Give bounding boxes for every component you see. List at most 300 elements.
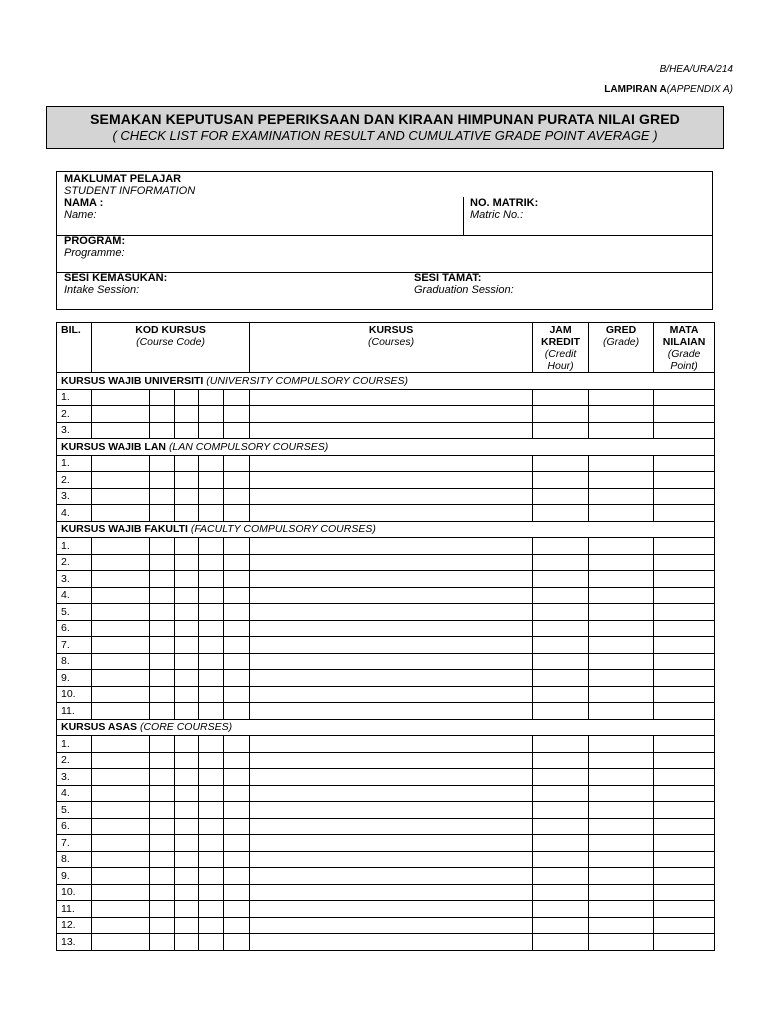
course-code-cell[interactable] xyxy=(175,637,199,654)
course-code-cell[interactable] xyxy=(175,670,199,687)
course-code-cell[interactable] xyxy=(224,703,250,720)
credit-hour-cell[interactable] xyxy=(533,868,589,885)
course-code-cell[interactable] xyxy=(150,868,175,885)
credit-hour-cell[interactable] xyxy=(533,785,589,802)
grade-cell[interactable] xyxy=(589,884,654,901)
course-name-cell[interactable] xyxy=(250,455,533,472)
course-name-cell[interactable] xyxy=(250,703,533,720)
course-code-cell[interactable] xyxy=(175,571,199,588)
course-code-cell[interactable] xyxy=(150,802,175,819)
grade-point-cell[interactable] xyxy=(654,472,715,489)
grade-cell[interactable] xyxy=(589,505,654,522)
course-code-cell[interactable] xyxy=(175,934,199,951)
course-code-cell[interactable] xyxy=(150,785,175,802)
credit-hour-cell[interactable] xyxy=(533,884,589,901)
course-code-cell[interactable] xyxy=(224,670,250,687)
course-code-cell[interactable] xyxy=(150,835,175,852)
course-code-cell[interactable] xyxy=(150,422,175,439)
grade-point-cell[interactable] xyxy=(654,785,715,802)
matric-field[interactable] xyxy=(470,197,712,221)
credit-hour-cell[interactable] xyxy=(533,934,589,951)
course-name-cell[interactable] xyxy=(250,505,533,522)
course-code-cell[interactable] xyxy=(150,554,175,571)
credit-hour-cell[interactable] xyxy=(533,472,589,489)
grade-cell[interactable] xyxy=(589,703,654,720)
course-name-cell[interactable] xyxy=(250,835,533,852)
grade-cell[interactable] xyxy=(589,422,654,439)
course-code-cell[interactable] xyxy=(199,406,224,423)
course-code-cell[interactable] xyxy=(150,538,175,555)
course-code-cell[interactable] xyxy=(92,505,150,522)
grade-cell[interactable] xyxy=(589,604,654,621)
grade-cell[interactable] xyxy=(589,818,654,835)
grade-point-cell[interactable] xyxy=(654,802,715,819)
grade-point-cell[interactable] xyxy=(654,587,715,604)
grade-point-cell[interactable] xyxy=(654,554,715,571)
table-row xyxy=(57,785,715,802)
credit-hour-cell[interactable] xyxy=(533,802,589,819)
course-name-cell[interactable] xyxy=(250,488,533,505)
course-name-cell[interactable] xyxy=(250,571,533,588)
course-code-cell[interactable] xyxy=(175,868,199,885)
grade-point-cell[interactable] xyxy=(654,571,715,588)
course-code-cell[interactable] xyxy=(150,670,175,687)
course-code-cell[interactable] xyxy=(199,604,224,621)
grade-point-cell[interactable] xyxy=(654,703,715,720)
course-name-cell[interactable] xyxy=(250,406,533,423)
grade-point-cell[interactable] xyxy=(654,488,715,505)
course-code-cell[interactable] xyxy=(92,752,150,769)
grade-cell[interactable] xyxy=(589,802,654,819)
credit-hour-cell[interactable] xyxy=(533,488,589,505)
course-code-cell[interactable] xyxy=(224,637,250,654)
grade-cell[interactable] xyxy=(589,686,654,703)
course-name-cell[interactable] xyxy=(250,422,533,439)
credit-hour-cell[interactable] xyxy=(533,505,589,522)
course-code-cell[interactable] xyxy=(92,571,150,588)
course-code-cell[interactable] xyxy=(199,620,224,637)
course-code-cell[interactable] xyxy=(92,785,150,802)
course-code-cell[interactable] xyxy=(92,455,150,472)
course-code-cell[interactable] xyxy=(199,835,224,852)
course-code-cell[interactable] xyxy=(224,802,250,819)
course-name-cell[interactable] xyxy=(250,901,533,918)
course-code-cell[interactable] xyxy=(199,686,224,703)
course-name-cell[interactable] xyxy=(250,604,533,621)
credit-hour-cell[interactable] xyxy=(533,670,589,687)
course-name-cell[interactable] xyxy=(250,620,533,637)
course-code-cell[interactable] xyxy=(92,472,150,489)
grade-cell[interactable] xyxy=(589,934,654,951)
credit-hour-cell[interactable] xyxy=(533,422,589,439)
course-code-cell[interactable] xyxy=(224,472,250,489)
course-name-cell[interactable] xyxy=(250,736,533,753)
credit-hour-cell[interactable] xyxy=(533,554,589,571)
credit-hour-cell[interactable] xyxy=(533,818,589,835)
course-code-cell[interactable] xyxy=(92,835,150,852)
course-code-cell[interactable] xyxy=(199,488,224,505)
course-code-cell[interactable] xyxy=(224,538,250,555)
course-code-cell[interactable] xyxy=(150,620,175,637)
course-code-cell[interactable] xyxy=(150,818,175,835)
course-code-cell[interactable] xyxy=(175,835,199,852)
course-code-cell[interactable] xyxy=(224,686,250,703)
course-name-cell[interactable] xyxy=(250,389,533,406)
grade-point-cell[interactable] xyxy=(654,769,715,786)
course-code-cell[interactable] xyxy=(224,901,250,918)
credit-hour-cell[interactable] xyxy=(533,571,589,588)
row-number: 7. xyxy=(57,637,92,654)
credit-hour-cell[interactable] xyxy=(533,901,589,918)
header-grade-point-english: (Grade Point) xyxy=(667,348,701,372)
course-code-cell[interactable] xyxy=(224,571,250,588)
grade-point-cell[interactable] xyxy=(654,620,715,637)
course-code-cell[interactable] xyxy=(150,389,175,406)
course-name-cell[interactable] xyxy=(250,637,533,654)
course-name-cell[interactable] xyxy=(250,868,533,885)
course-code-cell[interactable] xyxy=(175,488,199,505)
credit-hour-cell[interactable] xyxy=(533,653,589,670)
course-code-cell[interactable] xyxy=(150,769,175,786)
credit-hour-cell[interactable] xyxy=(533,917,589,934)
course-code-cell[interactable] xyxy=(199,736,224,753)
grade-cell[interactable] xyxy=(589,785,654,802)
course-code-cell[interactable] xyxy=(92,620,150,637)
course-code-cell[interactable] xyxy=(199,637,224,654)
course-name-cell[interactable] xyxy=(250,653,533,670)
grade-point-cell[interactable] xyxy=(654,389,715,406)
course-code-cell[interactable] xyxy=(199,868,224,885)
course-code-cell[interactable] xyxy=(92,538,150,555)
program-field[interactable] xyxy=(64,235,712,259)
course-name-cell[interactable] xyxy=(250,472,533,489)
course-code-cell[interactable] xyxy=(150,851,175,868)
course-name-cell[interactable] xyxy=(250,686,533,703)
course-code-cell[interactable] xyxy=(199,571,224,588)
course-code-cell[interactable] xyxy=(175,736,199,753)
course-code-cell[interactable] xyxy=(224,406,250,423)
course-code-cell[interactable] xyxy=(175,917,199,934)
course-code-cell[interactable] xyxy=(150,488,175,505)
grade-point-cell[interactable] xyxy=(654,538,715,555)
grade-point-cell[interactable] xyxy=(654,884,715,901)
course-code-cell[interactable] xyxy=(92,406,150,423)
course-code-cell[interactable] xyxy=(150,686,175,703)
grade-cell[interactable] xyxy=(589,670,654,687)
grade-cell[interactable] xyxy=(589,752,654,769)
course-code-cell[interactable] xyxy=(224,818,250,835)
course-code-cell[interactable] xyxy=(199,505,224,522)
grade-cell[interactable] xyxy=(589,571,654,588)
course-code-cell[interactable] xyxy=(150,505,175,522)
course-code-cell[interactable] xyxy=(224,917,250,934)
course-name-cell[interactable] xyxy=(250,851,533,868)
row-number: 9. xyxy=(57,868,92,885)
course-code-cell[interactable] xyxy=(175,587,199,604)
grade-point-cell[interactable] xyxy=(654,736,715,753)
course-code-cell[interactable] xyxy=(175,554,199,571)
course-code-cell[interactable] xyxy=(150,571,175,588)
course-code-cell[interactable] xyxy=(199,901,224,918)
course-code-cell[interactable] xyxy=(224,851,250,868)
grade-cell[interactable] xyxy=(589,587,654,604)
course-code-cell[interactable] xyxy=(92,587,150,604)
grade-cell[interactable] xyxy=(589,455,654,472)
course-code-cell[interactable] xyxy=(199,769,224,786)
credit-hour-cell[interactable] xyxy=(533,604,589,621)
course-code-cell[interactable] xyxy=(175,505,199,522)
course-code-cell[interactable] xyxy=(150,917,175,934)
course-code-cell[interactable] xyxy=(175,389,199,406)
grade-point-cell[interactable] xyxy=(654,851,715,868)
course-code-cell[interactable] xyxy=(92,868,150,885)
course-code-cell[interactable] xyxy=(92,488,150,505)
credit-hour-cell[interactable] xyxy=(533,736,589,753)
course-code-cell[interactable] xyxy=(224,389,250,406)
course-code-cell[interactable] xyxy=(150,587,175,604)
course-name-cell[interactable] xyxy=(250,785,533,802)
course-name-cell[interactable] xyxy=(250,538,533,555)
grade-cell[interactable] xyxy=(589,406,654,423)
course-code-cell[interactable] xyxy=(175,620,199,637)
course-code-cell[interactable] xyxy=(199,934,224,951)
intake-session-field[interactable] xyxy=(64,272,404,296)
credit-hour-cell[interactable] xyxy=(533,389,589,406)
course-code-cell[interactable] xyxy=(175,851,199,868)
course-code-cell[interactable] xyxy=(175,472,199,489)
course-code-cell[interactable] xyxy=(175,686,199,703)
course-code-cell[interactable] xyxy=(175,406,199,423)
grade-point-cell[interactable] xyxy=(654,752,715,769)
course-code-cell[interactable] xyxy=(175,604,199,621)
course-name-cell[interactable] xyxy=(250,670,533,687)
course-code-cell[interactable] xyxy=(199,670,224,687)
course-code-cell[interactable] xyxy=(199,785,224,802)
course-code-cell[interactable] xyxy=(224,934,250,951)
grade-cell[interactable] xyxy=(589,851,654,868)
course-code-cell[interactable] xyxy=(199,587,224,604)
course-code-cell[interactable] xyxy=(150,934,175,951)
grade-cell[interactable] xyxy=(589,835,654,852)
grade-point-cell[interactable] xyxy=(654,818,715,835)
course-code-cell[interactable] xyxy=(175,752,199,769)
course-code-cell[interactable] xyxy=(175,818,199,835)
course-code-cell[interactable] xyxy=(92,703,150,720)
row-number: 13. xyxy=(57,934,92,951)
course-code-cell[interactable] xyxy=(150,604,175,621)
credit-hour-cell[interactable] xyxy=(533,703,589,720)
course-code-cell[interactable] xyxy=(175,653,199,670)
course-code-cell[interactable] xyxy=(92,802,150,819)
course-code-cell[interactable] xyxy=(92,884,150,901)
course-code-cell[interactable] xyxy=(199,538,224,555)
grade-point-cell[interactable] xyxy=(654,505,715,522)
course-code-cell[interactable] xyxy=(150,472,175,489)
course-code-cell[interactable] xyxy=(224,488,250,505)
grade-cell[interactable] xyxy=(589,472,654,489)
grade-cell[interactable] xyxy=(589,637,654,654)
course-code-cell[interactable] xyxy=(150,653,175,670)
course-code-cell[interactable] xyxy=(150,752,175,769)
grade-cell[interactable] xyxy=(589,653,654,670)
header-grade-point xyxy=(654,323,715,373)
course-code-cell[interactable] xyxy=(199,818,224,835)
row-number: 7. xyxy=(57,835,92,852)
course-code-cell[interactable] xyxy=(150,884,175,901)
course-code-cell[interactable] xyxy=(175,422,199,439)
course-code-cell[interactable] xyxy=(150,901,175,918)
credit-hour-cell[interactable] xyxy=(533,637,589,654)
name-label-english: Name: xyxy=(64,209,97,221)
course-code-cell[interactable] xyxy=(224,620,250,637)
course-code-cell[interactable] xyxy=(92,818,150,835)
header-course-malay: KURSUS xyxy=(368,324,414,336)
course-code-cell[interactable] xyxy=(175,901,199,918)
course-code-cell[interactable] xyxy=(199,653,224,670)
credit-hour-cell[interactable] xyxy=(533,769,589,786)
course-code-cell[interactable] xyxy=(224,884,250,901)
grade-cell[interactable] xyxy=(589,389,654,406)
course-code-cell[interactable] xyxy=(224,868,250,885)
course-code-cell[interactable] xyxy=(175,785,199,802)
course-code-cell[interactable] xyxy=(92,637,150,654)
course-code-cell[interactable] xyxy=(224,785,250,802)
grade-cell[interactable] xyxy=(589,538,654,555)
course-code-cell[interactable] xyxy=(199,917,224,934)
course-code-cell[interactable] xyxy=(224,505,250,522)
section-title-malay: KURSUS WAJIB LAN xyxy=(61,440,167,453)
grade-cell[interactable] xyxy=(589,769,654,786)
credit-hour-cell[interactable] xyxy=(533,835,589,852)
course-name-cell[interactable] xyxy=(250,818,533,835)
grade-point-cell[interactable] xyxy=(654,670,715,687)
grade-cell[interactable] xyxy=(589,901,654,918)
row-number: 11. xyxy=(57,703,92,720)
course-code-cell[interactable] xyxy=(92,670,150,687)
grade-point-cell[interactable] xyxy=(654,934,715,951)
results-table xyxy=(56,322,715,951)
course-code-cell[interactable] xyxy=(150,406,175,423)
grade-cell[interactable] xyxy=(589,868,654,885)
course-name-cell[interactable] xyxy=(250,802,533,819)
grade-point-cell[interactable] xyxy=(654,455,715,472)
course-code-cell[interactable] xyxy=(199,472,224,489)
name-field[interactable] xyxy=(64,197,454,221)
grade-cell[interactable] xyxy=(589,554,654,571)
course-code-cell[interactable] xyxy=(150,703,175,720)
course-code-cell[interactable] xyxy=(92,604,150,621)
course-name-cell[interactable] xyxy=(250,769,533,786)
name-label: NAMA : xyxy=(64,197,104,209)
grade-point-cell[interactable] xyxy=(654,835,715,852)
credit-hour-cell[interactable] xyxy=(533,851,589,868)
course-code-cell[interactable] xyxy=(92,686,150,703)
course-code-cell[interactable] xyxy=(199,389,224,406)
course-code-cell[interactable] xyxy=(92,901,150,918)
credit-hour-cell[interactable] xyxy=(533,686,589,703)
credit-hour-cell[interactable] xyxy=(533,538,589,555)
grade-cell[interactable] xyxy=(589,620,654,637)
grade-point-cell[interactable] xyxy=(654,868,715,885)
course-code-cell[interactable] xyxy=(175,703,199,720)
course-code-cell[interactable] xyxy=(92,554,150,571)
course-code-cell[interactable] xyxy=(199,455,224,472)
course-code-cell[interactable] xyxy=(175,455,199,472)
grade-point-cell[interactable] xyxy=(654,686,715,703)
course-name-cell[interactable] xyxy=(250,587,533,604)
row-number: 1. xyxy=(57,389,92,406)
credit-hour-cell[interactable] xyxy=(533,620,589,637)
course-name-cell[interactable] xyxy=(250,752,533,769)
course-code-cell[interactable] xyxy=(175,884,199,901)
course-code-cell[interactable] xyxy=(224,422,250,439)
course-code-cell[interactable] xyxy=(199,703,224,720)
grade-point-cell[interactable] xyxy=(654,422,715,439)
course-code-cell[interactable] xyxy=(92,653,150,670)
course-code-cell[interactable] xyxy=(199,422,224,439)
course-code-cell[interactable] xyxy=(224,835,250,852)
grade-point-cell[interactable] xyxy=(654,604,715,621)
course-code-cell[interactable] xyxy=(92,736,150,753)
grade-point-cell[interactable] xyxy=(654,406,715,423)
course-code-cell[interactable] xyxy=(175,769,199,786)
course-name-cell[interactable] xyxy=(250,934,533,951)
grade-point-cell[interactable] xyxy=(654,917,715,934)
course-code-cell[interactable] xyxy=(150,736,175,753)
course-name-cell[interactable] xyxy=(250,917,533,934)
credit-hour-cell[interactable] xyxy=(533,587,589,604)
course-code-cell[interactable] xyxy=(175,802,199,819)
course-code-cell[interactable] xyxy=(150,455,175,472)
course-code-cell[interactable] xyxy=(224,587,250,604)
course-code-cell[interactable] xyxy=(224,736,250,753)
course-code-cell[interactable] xyxy=(224,752,250,769)
course-code-cell[interactable] xyxy=(150,637,175,654)
course-code-cell[interactable] xyxy=(224,604,250,621)
course-code-cell[interactable] xyxy=(224,653,250,670)
graduation-session-field[interactable] xyxy=(414,272,712,296)
credit-hour-cell[interactable] xyxy=(533,455,589,472)
course-code-cell[interactable] xyxy=(199,884,224,901)
student-info-heading-english: STUDENT INFORMATION xyxy=(64,185,196,197)
course-code-cell[interactable] xyxy=(199,851,224,868)
course-name-cell[interactable] xyxy=(250,554,533,571)
course-code-cell[interactable] xyxy=(175,538,199,555)
course-code-cell[interactable] xyxy=(92,422,150,439)
course-code-cell[interactable] xyxy=(92,851,150,868)
grade-point-cell[interactable] xyxy=(654,901,715,918)
grade-point-cell[interactable] xyxy=(654,653,715,670)
course-code-cell[interactable] xyxy=(199,802,224,819)
grade-cell[interactable] xyxy=(589,736,654,753)
grade-point-cell[interactable] xyxy=(654,637,715,654)
course-code-cell[interactable] xyxy=(224,554,250,571)
grade-cell[interactable] xyxy=(589,488,654,505)
course-code-cell[interactable] xyxy=(224,455,250,472)
course-code-cell[interactable] xyxy=(199,752,224,769)
course-code-cell[interactable] xyxy=(92,934,150,951)
table-row xyxy=(57,703,715,720)
course-code-cell[interactable] xyxy=(199,554,224,571)
grade-cell[interactable] xyxy=(589,917,654,934)
course-code-cell[interactable] xyxy=(92,769,150,786)
course-name-cell[interactable] xyxy=(250,884,533,901)
course-code-cell[interactable] xyxy=(92,389,150,406)
credit-hour-cell[interactable] xyxy=(533,406,589,423)
course-code-cell[interactable] xyxy=(224,769,250,786)
credit-hour-cell[interactable] xyxy=(533,752,589,769)
course-code-cell[interactable] xyxy=(92,917,150,934)
